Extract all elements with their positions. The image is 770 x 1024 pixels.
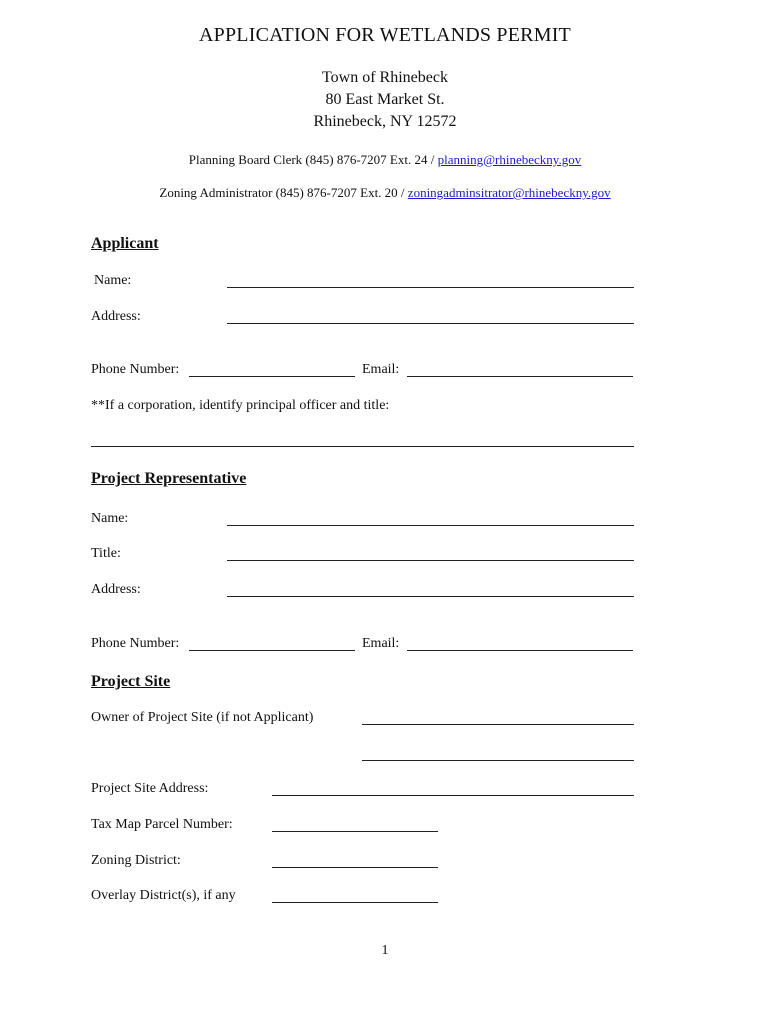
applicant-address-field[interactable] [227,323,634,324]
representative-address-label: Address: [91,582,141,597]
applicant-name-label: Name: [94,273,132,288]
overlay-district-label: Overlay District(s), if any [91,888,236,903]
representative-email-label: Email: [362,636,400,651]
contact-zoning-text: Zoning Administrator (845) 876-7207 Ext. 20 / [159,185,408,200]
org-city: Rhinebeck, NY 12572 [313,113,457,130]
representative-title-field[interactable] [227,560,634,561]
org-name: Town of Rhinebeck [322,69,448,86]
site-owner-field-2[interactable] [362,760,634,761]
representative-phone-field[interactable] [189,650,355,651]
representative-name-label: Name: [91,511,129,526]
principal-officer-field[interactable] [91,446,634,447]
contact-planning [0,152,770,168]
parcel-number-label: Tax Map Parcel Number: [91,817,233,832]
site-owner-field[interactable] [362,724,634,725]
parcel-number-field[interactable] [272,831,438,832]
representative-address-field[interactable] [227,596,634,597]
representative-title-label: Title: [91,546,121,561]
site-address-label: Project Site Address: [91,781,209,796]
representative-name-field[interactable] [227,525,634,526]
contact-zoning [0,185,770,201]
applicant-phone-field[interactable] [189,376,355,377]
representative-heading: Project Representative [91,470,247,487]
corporation-note: **If a corporation, identify principal officer and title: [91,398,390,413]
org-street: 80 East Market St. [325,91,445,108]
applicant-heading: Applicant [91,235,159,252]
representative-phone-label: Phone Number: [91,636,180,651]
applicant-name-field[interactable] [227,287,634,288]
zoning-district-field[interactable] [272,867,438,868]
applicant-address-label: Address: [91,309,141,324]
representative-email-field[interactable] [407,650,633,651]
site-owner-label: Owner of Project Site (if not Applicant) [91,710,314,725]
zoning-district-label: Zoning District: [91,853,181,868]
planning-email-link[interactable]: planning@rhinebeckny.gov [437,152,582,167]
zoning-email-link[interactable]: zoningadminsitrator@rhinebeckny.gov [407,185,611,200]
applicant-phone-label: Phone Number: [91,362,180,377]
page-number: 1 [381,943,389,958]
overlay-district-field[interactable] [272,902,438,903]
applicant-email-label: Email: [362,362,400,377]
site-address-field[interactable] [272,795,634,796]
applicant-email-field[interactable] [407,376,633,377]
site-heading: Project Site [91,673,171,690]
document-title: APPLICATION FOR WETLANDS PERMIT [199,24,571,46]
contact-planning-text: Planning Board Clerk (845) 876-7207 Ext. 24 / [188,152,438,167]
